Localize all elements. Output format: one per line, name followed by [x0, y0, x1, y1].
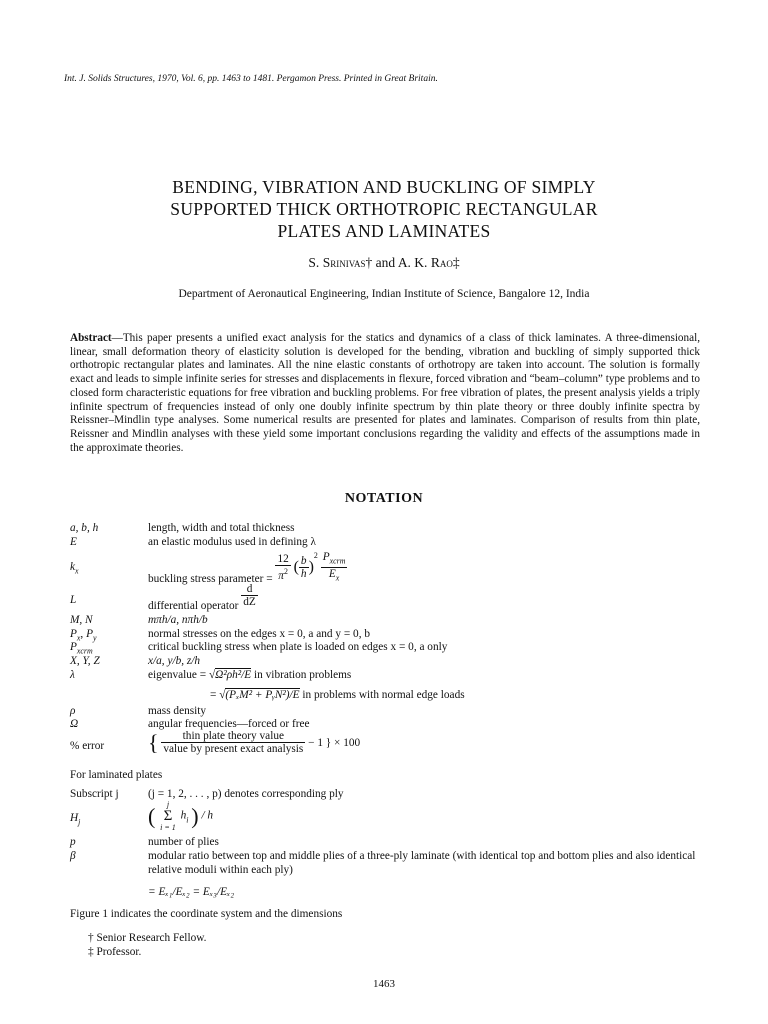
author-1-initials: S. — [308, 255, 320, 270]
notation-symbol-kx: $k_x$ — [70, 561, 79, 576]
title-line-3: PLATES AND LAMINATES — [277, 221, 491, 241]
author-1-mark: † — [365, 255, 373, 270]
notation-def-abh: length, width and total thickness — [148, 522, 295, 534]
journal-details: 1970, Vol. 6, pp. 1463 to 1481. Pergamon Press. Printed in Great Britain. — [157, 74, 438, 84]
notation-symbol-Pxcrm: $P_{xcrm}$ — [70, 641, 93, 656]
notation-def-omega: angular frequencies—forced or free — [148, 718, 310, 730]
notation-def-lambda-1: eigenvalue = √Ω²ρh²/E in vibration problems — [148, 669, 352, 681]
abstract-label: Abstract — [70, 332, 112, 344]
author-2-name: Rao — [430, 255, 453, 270]
notation-def-L: differential operator $\frac{d}{dZ}$ — [148, 583, 256, 613]
notation-symbol-lambda: λ — [70, 669, 75, 681]
notation-symbol-L: L — [70, 594, 77, 606]
notation-symbol-rho: ρ — [70, 705, 76, 717]
journal-citation — [64, 74, 438, 84]
paper-title — [60, 176, 708, 242]
notation-symbol-omega: Ω — [70, 718, 79, 730]
laminated-plates-heading: For laminated plates — [70, 769, 163, 781]
authors — [0, 255, 768, 271]
notation-heading: NOTATION — [344, 491, 424, 506]
notation-def-Pxcrm: critical buckling stress when plate is loaded on edges x = 0, a only — [148, 641, 448, 653]
notation-def-rho: mass density — [148, 705, 207, 717]
authors-and: and — [375, 255, 396, 270]
notation-def-beta-eq: = Eₓ₁/Eₓ₂ = Eₓ₃/Eₓ₂ — [148, 886, 235, 898]
abstract — [70, 332, 700, 455]
notation-def-Hj: ( j Σ i = 1 $h_i$ ) / h — [148, 800, 214, 832]
notation-symbol-subscript-j: Subscript j — [70, 788, 119, 800]
footnote-2: ‡ Professor. — [88, 946, 142, 958]
abstract-text: —This paper presents a unified exact analysis for the statics and dynamics of a class of thick laminates. A three-dimensional, linear, small deformation theory of elasticity solution is developed for the bending, vibration and buckling of simply supported thick orthotropic rectangular plates and laminates. All the nine elastic constants of orthotropy are taken into account. The solution is formally exact and leads to simple infinite series for stresses and displacements in flexure, forced vibration and “beam–column” type problems and to closed form characteristic equations for free vibration and buckling problems. For free vibration of plates, the present analysis yields a triply infinite spectrum of frequencies instead of only one doubly infinite spectrum by thin plate theory or three doubly infinite spectra by Reissner–Mindlin type analyses. Some numerical results are presented for plates and laminates. Comparison of results from thin plate, Reissner and Mindlin analyses with these yield some important conclusions regarding the validity and effects of the assumptions made in the approximate theories. — [70, 332, 700, 454]
author-2-mark: ‡ — [452, 255, 460, 270]
page-number: 1463 — [373, 978, 395, 990]
footnote-1: † Senior Research Fellow. — [88, 932, 207, 944]
notation-def-Pxy: normal stresses on the edges x = 0, a and y = 0, b — [148, 628, 371, 640]
notation-def-kx: buckling stress parameter = $\frac{12}{\pi^2}$ ( $\frac{b}{h}$ )$^2$ $\frac{P_{xcrm}}{E_x}$ — [148, 550, 346, 585]
notation-symbol-MN: M, N — [70, 614, 93, 626]
kx-ratio: ( — [293, 558, 299, 576]
notation-def-p: number of plies — [148, 836, 219, 848]
kx-fraction: $\frac{12}{\pi^2}$ — [277, 553, 289, 582]
journal-name: Int. J. Solids Structures, — [64, 74, 155, 84]
notation-def-error: { $\frac{\text{thin plate theory value}}{\text{value by present exact analysis}}$ − 1 } × 100 — [148, 729, 361, 755]
notation-symbol-abh: a, b, h — [70, 522, 99, 534]
notation-symbol-error: % error — [70, 740, 105, 752]
notation-symbol-E: E — [70, 536, 77, 548]
notation-symbol-p: p — [70, 836, 76, 848]
kx-stress-ratio: $\frac{P_{xcrm}}{E_x}$ — [322, 550, 346, 583]
notation-def-MN: mπh/a, nπh/b — [148, 614, 208, 626]
author-2-initials: A. K. — [397, 255, 428, 270]
title-line-1: BENDING, VIBRATION AND BUCKLING OF SIMPLY — [172, 177, 596, 197]
notation-def-beta: modular ratio between top and middle plies of a three-ply laminate (with identical top and bottom plies and also identical relative moduli within each ply) — [148, 850, 696, 876]
notation-symbol-Pxy: $P_x$, $P_y$ — [70, 628, 97, 643]
notation-symbol-XYZ: X, Y, Z — [70, 655, 100, 667]
figure-reference: Figure 1 indicates the coordinate system and the dimensions — [70, 908, 343, 920]
title-line-2: SUPPORTED THICK ORTHOTROPIC RECTANGULAR — [170, 199, 598, 219]
notation-symbol-Hj: $H_j$ — [70, 812, 81, 827]
notation-def-E: an elastic modulus used in defining λ — [148, 536, 316, 548]
kx-text: buckling stress parameter = — [148, 573, 273, 585]
author-1-name: Srinivas — [322, 255, 366, 270]
notation-def-XYZ: x/a, y/b, z/h — [148, 655, 201, 667]
affiliation: Department of Aeronautical Engineering, Indian Institute of Science, Bangalore 12, India — [178, 288, 590, 300]
notation-def-subscript-j: (j = 1, 2, . . . , p) denotes corresponding ply — [148, 788, 344, 800]
notation-symbol-beta: β — [70, 850, 76, 862]
notation-def-lambda-2: = √(PₓM² + PᵧN²)/E in problems with normal edge loads — [210, 689, 465, 701]
